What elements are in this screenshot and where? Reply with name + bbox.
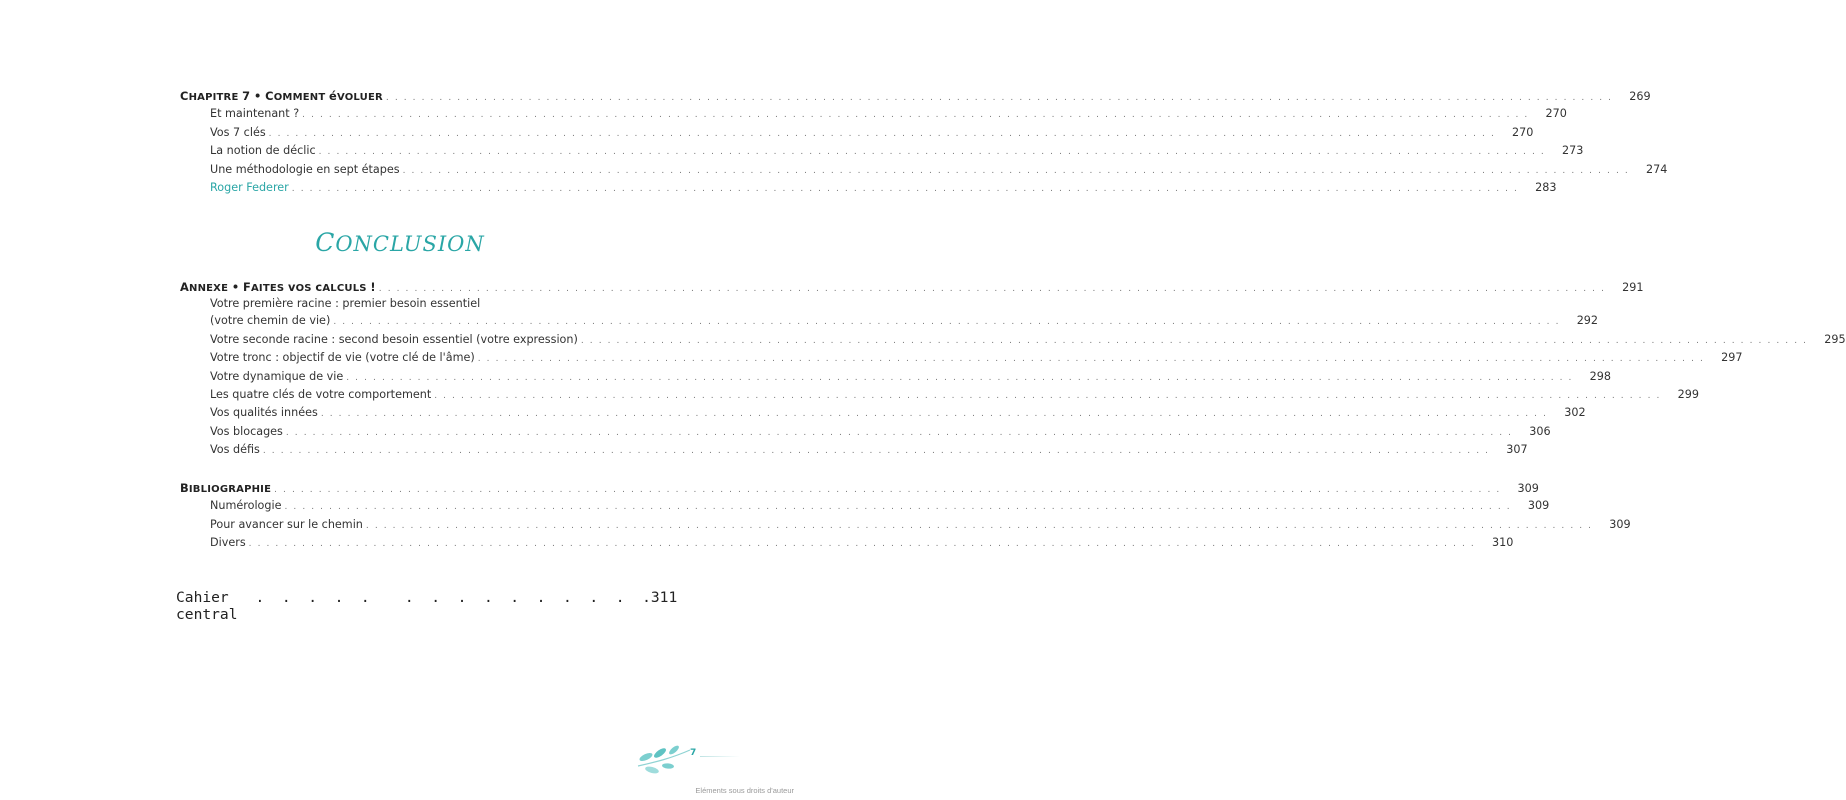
toc-entry-text: Et maintenant ? (210, 107, 300, 121)
page-number: 283 (1535, 180, 1557, 194)
toc-entry-text: Vos qualités innées (210, 406, 318, 420)
toc-entry[interactable] (180, 497, 1550, 515)
page-number: 297 (1721, 351, 1743, 365)
toc-entry-text: Vos blocages (210, 424, 283, 438)
page-number: 270 (1512, 125, 1534, 139)
folio-divider (700, 756, 740, 757)
page-number: 309 (1609, 517, 1631, 531)
toc-heading-annexe[interactable] (180, 278, 1644, 296)
page-number: 302 (1564, 406, 1586, 420)
toc-entry[interactable] (180, 441, 1528, 459)
toc-heading-chapter7[interactable] (180, 87, 1651, 105)
toc-entry[interactable] (180, 124, 1534, 142)
toc-entry-cahier-central[interactable] (176, 589, 678, 623)
toc-entry-text: Une méthodologie en sept étapes (210, 162, 400, 176)
leader-dots (284, 498, 1511, 516)
leader-dots (302, 106, 1529, 124)
leader-dots (366, 517, 1593, 535)
page-number: 295 (1824, 332, 1846, 346)
toc-heading-text: CHAPITRE 7 • COMMENT éVOLUER (180, 89, 383, 103)
toc-entry[interactable] (180, 312, 1599, 330)
toc-annexe (180, 278, 1846, 460)
page-number: 291 (1622, 281, 1644, 294)
page-number: 309 (1527, 499, 1550, 513)
toc-entry-text: Les quatre clés de votre comportement (210, 387, 432, 401)
leader-dots (292, 180, 1519, 198)
page-number: 299 (1677, 387, 1699, 401)
toc-entry-text: (votre chemin de vie) (210, 314, 331, 328)
page-number: 310 (1492, 536, 1514, 550)
toc-chapter7 (180, 87, 1668, 197)
leader-dots (581, 332, 1808, 350)
toc-entry[interactable] (180, 423, 1551, 441)
leader-dots (286, 424, 1513, 442)
page-number: 270 (1545, 107, 1567, 121)
toc-entry-text: Votre première racine : premier besoin essentiel (210, 297, 481, 311)
toc-entry[interactable] (180, 142, 1584, 160)
page-number: 269 (1629, 90, 1651, 103)
toc-bibliographie (180, 479, 1631, 553)
leader-dots (478, 350, 1705, 368)
toc-entry-text: Divers (210, 536, 246, 550)
section-title-conclusion: CONCLUSION (315, 228, 485, 257)
toc-entry-text: Votre dynamique de vie (210, 369, 344, 383)
page-number: 309 (1517, 482, 1539, 495)
page-number: 307 (1506, 443, 1528, 457)
toc-entry[interactable] (180, 349, 1743, 367)
leader-dots (346, 369, 1573, 387)
leaf-branch-icon (636, 740, 696, 776)
toc-entry-text: Vos 7 clés (210, 125, 266, 139)
page-number: 274 (1645, 162, 1668, 176)
leader-dots: . . . . . . . . . . . . . . . (255, 589, 651, 606)
toc-entry[interactable] (180, 331, 1846, 349)
toc-entry-line1[interactable] (180, 296, 622, 312)
leader-dots (269, 125, 1496, 143)
leader-dots (249, 535, 1476, 553)
toc-entry[interactable] (180, 516, 1631, 534)
toc-entry-text: Vos défis (210, 443, 260, 457)
copyright-watermark: Eléments sous droits d'auteur (695, 786, 794, 795)
toc-entry-highlight[interactable] (180, 179, 1557, 197)
toc-heading-text: BIBLIOGRAPHIE (180, 481, 272, 495)
toc-entry-text: Pour avancer sur le chemin (210, 517, 363, 531)
page-number: 298 (1589, 369, 1611, 383)
page-number: 273 (1561, 144, 1584, 158)
toc-heading-bibliographie[interactable] (180, 479, 1539, 497)
leader-dots (321, 405, 1548, 423)
toc-entry-text: Numérologie (210, 499, 282, 513)
toc-entry[interactable] (180, 368, 1611, 386)
leader-dots (434, 387, 1661, 405)
leader-dots (403, 162, 1630, 180)
page-folio: 7 (690, 748, 697, 758)
page-number: 311 (650, 589, 678, 606)
toc-entry-text: Roger Federer (210, 180, 289, 194)
toc-entry-text: Votre seconde racine : second besoin essentiel (votre expression) (210, 332, 578, 346)
toc-entry[interactable] (180, 386, 1699, 404)
page-number: 292 (1576, 314, 1599, 328)
page-number: 306 (1529, 424, 1551, 438)
toc-entry-text: La notion de déclic (210, 144, 316, 158)
leader-dots (319, 143, 1546, 161)
leader-dots (263, 442, 1490, 460)
toc-entry[interactable] (180, 404, 1586, 422)
leader-dots (333, 313, 1560, 331)
cahier-text: Cahier central (176, 589, 238, 623)
toc-entry-text: Votre tronc : objectif de vie (votre clé de l'âme) (210, 351, 475, 365)
toc-entry[interactable] (180, 534, 1514, 552)
toc-heading-text: ANNEXE • FAITES vOS cALCULS ! (180, 280, 376, 294)
toc-entry[interactable] (180, 161, 1668, 179)
toc-entry[interactable] (180, 105, 1567, 123)
